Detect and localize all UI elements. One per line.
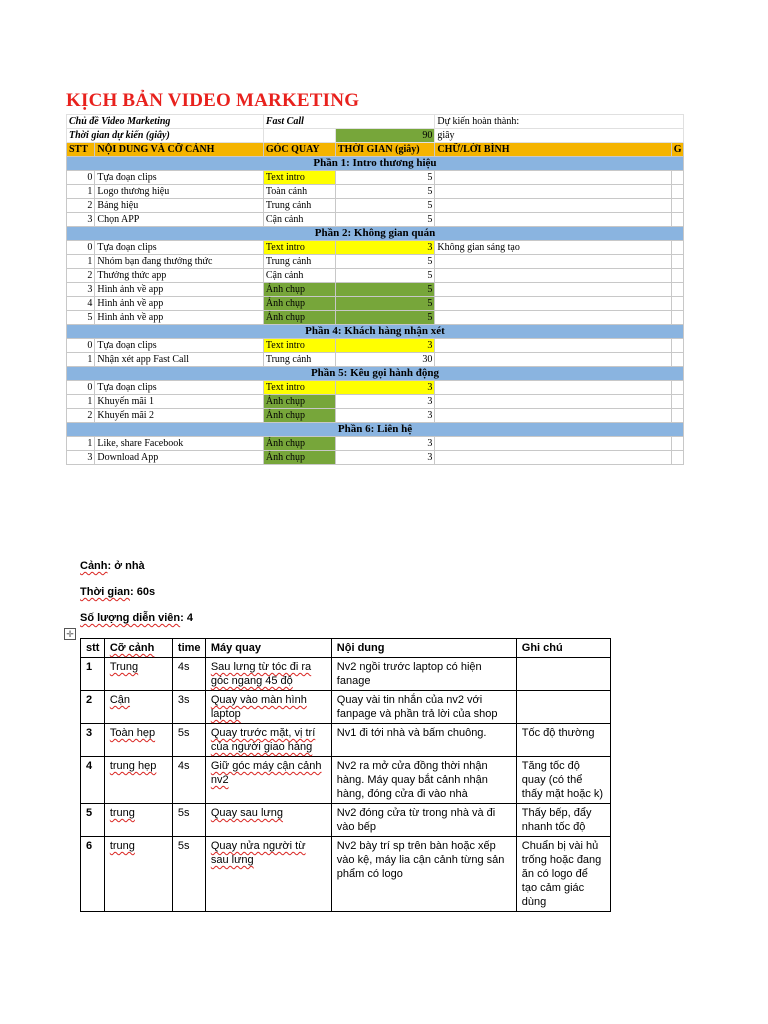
part-header-row bbox=[67, 227, 684, 241]
row-duration[interactable]: 5 bbox=[335, 297, 434, 311]
duration-value[interactable]: 90 bbox=[335, 129, 434, 143]
row-narration[interactable] bbox=[435, 283, 671, 297]
part-header-row bbox=[67, 157, 684, 171]
row-content[interactable]: Tựa đoạn clips bbox=[95, 339, 263, 353]
script-row bbox=[67, 171, 684, 185]
row-narration[interactable] bbox=[435, 185, 671, 199]
topic-value: Fast Call bbox=[263, 115, 435, 129]
row-narration[interactable] bbox=[435, 199, 671, 213]
cast-line bbox=[80, 612, 193, 624]
row-content[interactable]: Tựa đoạn clips bbox=[95, 171, 263, 185]
meta-row-topic bbox=[67, 115, 684, 129]
part-title: Phần 5: Kêu gọi hành động bbox=[67, 367, 684, 381]
row-narration[interactable] bbox=[435, 311, 671, 325]
row-duration[interactable]: 5 bbox=[335, 311, 434, 325]
time-value: : 60s bbox=[129, 586, 156, 598]
shot-content[interactable]: Nv1 đi tới nhà và bấm chuông. bbox=[331, 724, 516, 757]
row-duration[interactable]: 5 bbox=[335, 199, 434, 213]
row-content[interactable]: Bảng hiệu bbox=[95, 199, 263, 213]
row-extra[interactable] bbox=[671, 213, 683, 227]
time-label: Thời gian bbox=[80, 586, 130, 598]
shot-time[interactable]: 3s bbox=[172, 691, 205, 724]
header-cell: THỜI GIAN (giây) bbox=[335, 143, 434, 157]
part-title: Phần 6: Liên hệ bbox=[67, 423, 684, 437]
empty-cell bbox=[263, 129, 335, 143]
row-camera-angle[interactable]: Cận cảnh bbox=[263, 269, 335, 283]
scene-label: Cảnh bbox=[80, 560, 108, 572]
shot-note[interactable]: Thấy bếp, đẩy nhanh tốc độ bbox=[516, 804, 610, 837]
row-narration[interactable] bbox=[435, 297, 671, 311]
row-camera-angle[interactable]: Text intro bbox=[263, 171, 335, 185]
part-title: Phần 2: Không gian quán bbox=[67, 227, 684, 241]
cast-label: Số lượng diễn viên bbox=[80, 612, 181, 624]
row-narration[interactable] bbox=[435, 269, 671, 283]
shot-size[interactable]: trung bbox=[104, 804, 172, 837]
script-row bbox=[67, 451, 684, 465]
shot-size[interactable]: trung bbox=[104, 837, 172, 912]
shot-time[interactable]: 4s bbox=[172, 757, 205, 804]
shot-size[interactable]: Trung bbox=[104, 658, 172, 691]
shot-content[interactable]: Nv2 ngồi trước laptop có hiện fanage bbox=[331, 658, 516, 691]
row-stt[interactable]: 2 bbox=[67, 409, 95, 423]
row-duration[interactable]: 3 bbox=[335, 437, 434, 451]
row-content[interactable]: Hình ảnh về app bbox=[95, 297, 263, 311]
row-duration[interactable]: 5 bbox=[335, 213, 434, 227]
shot-camera[interactable]: Quay trước mặt, vị trí của người giao hàng bbox=[205, 724, 331, 757]
script-row bbox=[67, 409, 684, 423]
script-row bbox=[67, 395, 684, 409]
shot-row bbox=[81, 724, 611, 757]
row-extra[interactable] bbox=[671, 297, 683, 311]
row-duration[interactable]: 5 bbox=[335, 283, 434, 297]
scene-value: : ở nhà bbox=[107, 560, 145, 572]
row-extra[interactable] bbox=[671, 381, 683, 395]
shot-note[interactable]: Tốc độ thường bbox=[516, 724, 610, 757]
row-extra[interactable] bbox=[671, 437, 683, 451]
script-row bbox=[67, 437, 684, 451]
row-narration[interactable] bbox=[435, 409, 671, 423]
shot-time[interactable]: 5s bbox=[172, 837, 205, 912]
header-cell: NỘI DUNG VÀ CỠ CẢNH bbox=[95, 143, 263, 157]
row-content[interactable]: Khuyến mãi 2 bbox=[95, 409, 263, 423]
row-narration[interactable] bbox=[435, 171, 671, 185]
scene-line bbox=[80, 560, 145, 572]
row-stt[interactable]: 2 bbox=[67, 269, 95, 283]
shot-note[interactable]: Tăng tốc độ quay (có thể thấy mặt hoặc k) bbox=[516, 757, 610, 804]
shot-note[interactable] bbox=[516, 658, 610, 691]
row-extra[interactable] bbox=[671, 283, 683, 297]
row-duration[interactable]: 30 bbox=[335, 353, 434, 367]
row-extra[interactable] bbox=[671, 241, 683, 255]
row-camera-angle[interactable]: Ảnh chụp bbox=[263, 311, 335, 325]
shot-camera[interactable]: Giữ góc máy cận cảnh nv2 bbox=[205, 757, 331, 804]
row-content[interactable]: Logo thương hiệu bbox=[95, 185, 263, 199]
script-grid-body bbox=[67, 115, 684, 465]
row-stt[interactable]: 4 bbox=[67, 297, 95, 311]
row-duration[interactable]: 5 bbox=[335, 171, 434, 185]
row-duration[interactable]: 3 bbox=[335, 451, 434, 465]
row-extra[interactable] bbox=[671, 171, 683, 185]
time-line bbox=[80, 586, 155, 598]
shot-row bbox=[81, 691, 611, 724]
row-duration[interactable]: 3 bbox=[335, 395, 434, 409]
row-content[interactable]: Tựa đoạn clips bbox=[95, 241, 263, 255]
shot-row bbox=[81, 757, 611, 804]
row-duration[interactable]: 5 bbox=[335, 255, 434, 269]
row-stt[interactable]: 3 bbox=[67, 283, 95, 297]
shot-time[interactable]: 5s bbox=[172, 804, 205, 837]
header-cell: STT bbox=[67, 143, 95, 157]
shot-row bbox=[81, 658, 611, 691]
row-extra[interactable] bbox=[671, 395, 683, 409]
shot-note[interactable]: Chuẩn bị vài hủ trống hoặc đang ăn có logo để tạo cảm giác dùng bbox=[516, 837, 610, 912]
shot-header-cell: stt bbox=[81, 639, 105, 658]
row-camera-angle[interactable]: Ảnh chụp bbox=[263, 409, 335, 423]
shot-stt[interactable]: 6 bbox=[81, 837, 105, 912]
row-narration[interactable] bbox=[435, 395, 671, 409]
shot-stt[interactable]: 2 bbox=[81, 691, 105, 724]
script-row bbox=[67, 269, 684, 283]
row-content[interactable]: Nhận xét app Fast Call bbox=[95, 353, 263, 367]
shot-row bbox=[81, 804, 611, 837]
shot-content[interactable]: Nv2 bày trí sp trên bàn hoặc xếp vào kệ, máy lia cận cảnh từng sản phẩm có logo bbox=[331, 837, 516, 912]
row-camera-angle[interactable]: Text intro bbox=[263, 381, 335, 395]
row-narration[interactable] bbox=[435, 381, 671, 395]
row-stt[interactable]: 1 bbox=[67, 437, 95, 451]
part-title: Phần 1: Intro thương hiệu bbox=[67, 157, 684, 171]
shot-size[interactable]: Cận bbox=[104, 691, 172, 724]
shot-header-cell: Cỡ cảnh bbox=[104, 639, 172, 658]
shot-row bbox=[81, 837, 611, 912]
row-narration[interactable] bbox=[435, 437, 671, 451]
shot-camera[interactable]: Sau lưng từ tóc đi ra góc ngang 45 độ bbox=[205, 658, 331, 691]
row-camera-angle[interactable]: Trung cảnh bbox=[263, 199, 335, 213]
script-row bbox=[67, 199, 684, 213]
script-row bbox=[67, 185, 684, 199]
shot-stt[interactable]: 5 bbox=[81, 804, 105, 837]
row-camera-angle[interactable]: Text intro bbox=[263, 241, 335, 255]
row-stt[interactable]: 3 bbox=[67, 213, 95, 227]
shot-table-body bbox=[81, 658, 611, 912]
row-extra[interactable] bbox=[671, 353, 683, 367]
part-header-row bbox=[67, 325, 684, 339]
cast-value: : 4 bbox=[180, 612, 193, 624]
row-stt[interactable]: 0 bbox=[67, 171, 95, 185]
row-camera-angle[interactable]: Trung cảnh bbox=[263, 255, 335, 269]
row-extra[interactable] bbox=[671, 255, 683, 269]
row-content[interactable]: Hình ảnh về app bbox=[95, 283, 263, 297]
shot-note[interactable] bbox=[516, 691, 610, 724]
row-camera-angle[interactable]: Text intro bbox=[263, 339, 335, 353]
row-camera-angle[interactable]: Toàn cảnh bbox=[263, 185, 335, 199]
meta-row-duration bbox=[67, 129, 684, 143]
row-stt[interactable]: 2 bbox=[67, 199, 95, 213]
row-content[interactable]: Download App bbox=[95, 451, 263, 465]
row-narration[interactable] bbox=[435, 451, 671, 465]
shot-camera[interactable]: Quay nửa người từ sau lưng bbox=[205, 837, 331, 912]
header-row bbox=[67, 143, 684, 157]
row-stt[interactable]: 1 bbox=[67, 353, 95, 367]
shot-header-cell: Nội dung bbox=[331, 639, 516, 658]
duration-label: Thời gian dự kiến (giây) bbox=[67, 129, 264, 143]
row-content[interactable]: Thưởng thức app bbox=[95, 269, 263, 283]
script-row bbox=[67, 241, 684, 255]
row-content[interactable]: Like, share Facebook bbox=[95, 437, 263, 451]
duration-unit: giây bbox=[435, 129, 684, 143]
script-row bbox=[67, 311, 684, 325]
shot-header-cell: time bbox=[172, 639, 205, 658]
row-extra[interactable] bbox=[671, 269, 683, 283]
row-stt[interactable]: 1 bbox=[67, 255, 95, 269]
shot-time[interactable]: 5s bbox=[172, 724, 205, 757]
shot-stt[interactable]: 1 bbox=[81, 658, 105, 691]
row-content[interactable]: Tựa đoạn clips bbox=[95, 381, 263, 395]
row-camera-angle[interactable]: Trung cảnh bbox=[263, 353, 335, 367]
row-camera-angle[interactable]: Ảnh chụp bbox=[263, 437, 335, 451]
row-stt[interactable]: 0 bbox=[67, 381, 95, 395]
row-camera-angle[interactable]: Cận cảnh bbox=[263, 213, 335, 227]
shot-table bbox=[80, 638, 611, 912]
shot-content[interactable]: Nv2 đóng cửa từ trong nhà và đi vào bếp bbox=[331, 804, 516, 837]
part-title: Phần 4: Khách hàng nhận xét bbox=[67, 325, 684, 339]
script-row bbox=[67, 381, 684, 395]
row-extra[interactable] bbox=[671, 339, 683, 353]
row-narration[interactable] bbox=[435, 255, 671, 269]
row-stt[interactable]: 3 bbox=[67, 451, 95, 465]
script-row bbox=[67, 213, 684, 227]
script-row bbox=[67, 255, 684, 269]
header-cell: G bbox=[671, 143, 683, 157]
row-stt[interactable]: 0 bbox=[67, 241, 95, 255]
shot-size[interactable]: Toàn hẹp bbox=[104, 724, 172, 757]
script-row bbox=[67, 297, 684, 311]
script-grid bbox=[66, 114, 684, 465]
header-cell: CHỮ/LỜI BÌNH bbox=[435, 143, 671, 157]
row-content[interactable]: Khuyến mãi 1 bbox=[95, 395, 263, 409]
shot-time[interactable]: 4s bbox=[172, 658, 205, 691]
shot-size[interactable]: trung hẹp bbox=[104, 757, 172, 804]
row-duration[interactable]: 3 bbox=[335, 339, 434, 353]
expected-label: Dự kiến hoàn thành: bbox=[435, 115, 684, 129]
row-extra[interactable] bbox=[671, 185, 683, 199]
row-content[interactable]: Nhóm bạn đang thưởng thức bbox=[95, 255, 263, 269]
row-extra[interactable] bbox=[671, 409, 683, 423]
row-duration[interactable]: 3 bbox=[335, 241, 434, 255]
shot-header-cell: Máy quay bbox=[205, 639, 331, 658]
shot-content[interactable]: Nv2 ra mở cửa đồng thời nhận hàng. Máy quay bắt cảnh nhận hàng, đóng cửa đi vào nhà bbox=[331, 757, 516, 804]
shot-stt[interactable]: 3 bbox=[81, 724, 105, 757]
row-narration[interactable]: Không gian sáng tạo bbox=[435, 241, 671, 255]
shot-camera[interactable]: Quay vào màn hình laptop bbox=[205, 691, 331, 724]
row-extra[interactable] bbox=[671, 311, 683, 325]
shot-header-cell: Ghi chú bbox=[516, 639, 610, 658]
script-row bbox=[67, 353, 684, 367]
shot-camera[interactable]: Quay sau lưng bbox=[205, 804, 331, 837]
header-cell: GÓC QUAY bbox=[263, 143, 335, 157]
row-camera-angle[interactable]: Ảnh chụp bbox=[263, 297, 335, 311]
row-stt[interactable]: 0 bbox=[67, 339, 95, 353]
script-row bbox=[67, 339, 684, 353]
row-stt[interactable]: 1 bbox=[67, 185, 95, 199]
row-narration[interactable] bbox=[435, 353, 671, 367]
row-camera-angle[interactable]: Ảnh chụp bbox=[263, 395, 335, 409]
shot-table-header bbox=[81, 639, 611, 658]
row-narration[interactable] bbox=[435, 213, 671, 227]
script-row bbox=[67, 283, 684, 297]
row-camera-angle[interactable]: Ảnh chụp bbox=[263, 283, 335, 297]
row-stt[interactable]: 5 bbox=[67, 311, 95, 325]
sheet-title: KỊCH BẢN VIDEO MARKETING bbox=[66, 90, 360, 111]
row-narration[interactable] bbox=[435, 339, 671, 353]
row-duration[interactable]: 3 bbox=[335, 381, 434, 395]
shot-content[interactable]: Quay vài tin nhắn của nv2 với fanpage và phần trả lời của shop bbox=[331, 691, 516, 724]
row-duration[interactable]: 3 bbox=[335, 409, 434, 423]
row-content[interactable]: Chọn APP bbox=[95, 213, 263, 227]
part-header-row bbox=[67, 423, 684, 437]
row-duration[interactable]: 5 bbox=[335, 269, 434, 283]
shot-stt[interactable]: 4 bbox=[81, 757, 105, 804]
row-duration[interactable]: 5 bbox=[335, 185, 434, 199]
move-handle-icon[interactable]: ✛ bbox=[64, 628, 76, 640]
row-stt[interactable]: 1 bbox=[67, 395, 95, 409]
topic-label: Chủ đề Video Marketing bbox=[67, 115, 264, 129]
row-extra[interactable] bbox=[671, 451, 683, 465]
row-extra[interactable] bbox=[671, 199, 683, 213]
part-header-row bbox=[67, 367, 684, 381]
row-camera-angle[interactable]: Ảnh chụp bbox=[263, 451, 335, 465]
row-content[interactable]: Hình ảnh về app bbox=[95, 311, 263, 325]
